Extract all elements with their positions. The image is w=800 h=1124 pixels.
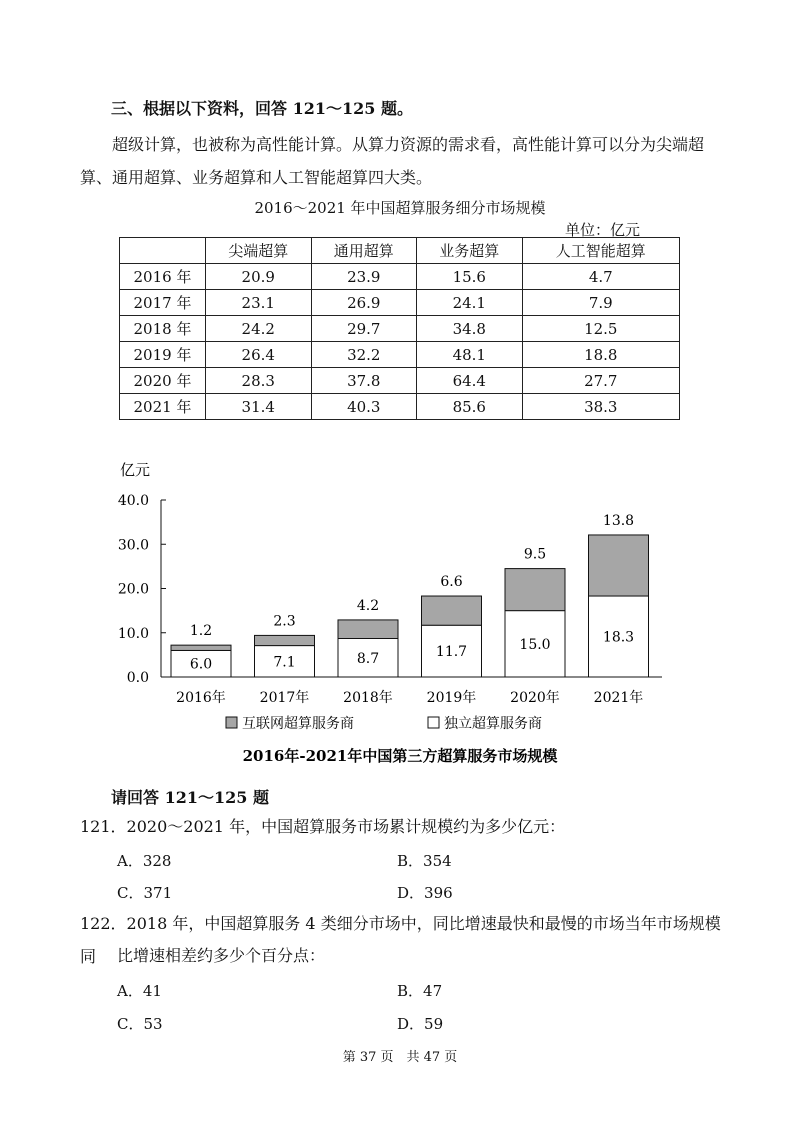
bar-label-internet: 1.2 <box>189 623 213 640</box>
table-cell: 64.4 <box>417 368 523 394</box>
bar-internet <box>505 569 565 611</box>
question-122-stem-cont: 比增速相差约多少个百分点： <box>117 946 326 965</box>
table-header-cell: 尖端超算 <box>206 238 312 264</box>
legend-label: 独立超算服务商 <box>444 716 542 732</box>
table-cell: 23.9 <box>311 264 417 290</box>
question-122-stem: 122．2018 年，中国超算服务 4 类细分市场中，同比增速最快和最慢的市场当年市场规模同 <box>80 914 721 966</box>
table-cell: 34.8 <box>417 316 523 342</box>
x-tick-label: 2016年 <box>176 690 226 706</box>
table-cell: 2018 年 <box>120 316 206 342</box>
y-tick-label: 30.0 <box>117 537 149 554</box>
y-axis-label: 亿元 <box>120 461 151 479</box>
table-header-row <box>120 238 680 264</box>
table-cell: 38.3 <box>522 394 679 420</box>
legend-swatch-internet <box>226 717 237 728</box>
table-row <box>120 342 680 368</box>
table-cell: 26.9 <box>311 290 417 316</box>
market-table <box>119 237 680 420</box>
table-cell: 27.7 <box>522 368 679 394</box>
question-121-option-b: B．354 <box>397 852 452 870</box>
table-cell: 31.4 <box>206 394 312 420</box>
table-row <box>120 394 680 420</box>
question-122-option-d: D．59 <box>397 1015 444 1033</box>
x-tick-label: 2019年 <box>426 690 477 706</box>
question-122-option-c: C．53 <box>117 1015 163 1033</box>
questions-heading: 请回答 121～125 题 <box>111 788 269 807</box>
chart-title: 2016年-2021年中国第三方超算服务市场规模 <box>242 747 558 765</box>
table-row <box>120 368 680 394</box>
bar-label-internet: 4.2 <box>356 597 380 614</box>
x-tick-label: 2021年 <box>593 690 644 706</box>
bar-label-internet: 9.5 <box>523 546 547 563</box>
intro-paragraph: 超级计算，也被称为高性能计算。从算力资源的需求看，高性能计算可以分为尖端超算、通用超算、业务超算和人工智能超算四大类。 <box>80 135 705 187</box>
y-tick-label: 20.0 <box>117 581 149 598</box>
table-cell: 29.7 <box>311 316 417 342</box>
y-tick-label: 0.0 <box>126 670 149 686</box>
question-121-option-a: A．328 <box>117 852 172 870</box>
bar-label-independent: 18.3 <box>602 629 635 646</box>
question-121-stem: 121．2020～2021 年，中国超算服务市场累计规模约为多少亿元： <box>80 817 566 836</box>
table-cell: 23.1 <box>206 290 312 316</box>
table-row <box>120 316 680 342</box>
table-cell: 12.5 <box>522 316 679 342</box>
bar-label-independent: 15.0 <box>519 636 551 653</box>
table-cell: 2019 年 <box>120 342 206 368</box>
bar-label-independent: 11.7 <box>435 644 468 661</box>
table-cell: 28.3 <box>206 368 312 394</box>
bar-label-internet: 13.8 <box>602 512 635 529</box>
table-cell: 2016 年 <box>120 264 206 290</box>
table-cell: 7.9 <box>522 290 679 316</box>
bar-internet <box>338 620 398 639</box>
x-tick-label: 2018年 <box>343 690 393 706</box>
table-cell: 85.6 <box>417 394 523 420</box>
bar-label-independent: 7.1 <box>273 654 296 671</box>
bar-internet <box>255 635 315 645</box>
bar-internet <box>171 645 231 650</box>
table-cell: 24.2 <box>206 316 312 342</box>
bar-label-independent: 8.7 <box>356 650 380 667</box>
table-header-cell: 业务超算 <box>417 238 523 264</box>
table-row <box>120 290 680 316</box>
chart-legend <box>226 715 542 732</box>
table-row <box>120 264 680 290</box>
bar-label-internet: 6.6 <box>440 574 463 591</box>
table-cell: 37.8 <box>311 368 417 394</box>
question-122-option-a: A．41 <box>117 982 162 1000</box>
page-footer: 第 37 页 共 47 页 <box>342 1050 458 1065</box>
table-cell: 32.2 <box>311 342 417 368</box>
table-header-cell <box>120 238 206 264</box>
bar-internet <box>422 596 482 625</box>
table-cell: 18.8 <box>522 342 679 368</box>
legend-swatch-independent <box>428 717 439 728</box>
bar-internet <box>589 535 649 596</box>
legend-label: 互联网超算服务商 <box>242 716 354 732</box>
question-122-option-b: B．47 <box>397 982 443 1000</box>
table-header-cell: 通用超算 <box>311 238 417 264</box>
question-121-option-c: C．371 <box>117 884 173 902</box>
table-header-cell: 人工智能超算 <box>522 238 679 264</box>
table-cell: 2020 年 <box>120 368 206 394</box>
table-cell: 24.1 <box>417 290 523 316</box>
bar-label-internet: 2.3 <box>273 613 296 630</box>
table-cell: 4.7 <box>522 264 679 290</box>
x-tick-label: 2017年 <box>259 690 310 706</box>
question-121-option-d: D．396 <box>397 884 453 902</box>
bar-label-independent: 6.0 <box>189 656 213 673</box>
section-title: 三、根据以下资料，回答 121～125 题。 <box>111 99 413 118</box>
stacked-bar-chart <box>0 455 800 775</box>
table-cell: 15.6 <box>417 264 523 290</box>
table-title: 2016～2021 年中国超算服务细分市场规模 <box>254 199 546 217</box>
table-cell: 20.9 <box>206 264 312 290</box>
x-tick-label: 2020年 <box>510 690 560 706</box>
table-cell: 48.1 <box>417 342 523 368</box>
table-cell: 2017 年 <box>120 290 206 316</box>
table-unit: 单位：亿元 <box>565 221 641 239</box>
table-cell: 2021 年 <box>120 394 206 420</box>
y-tick-label: 40.0 <box>117 493 149 509</box>
table-cell: 26.4 <box>206 342 312 368</box>
y-tick-label: 10.0 <box>117 625 149 642</box>
table-cell: 40.3 <box>311 394 417 420</box>
